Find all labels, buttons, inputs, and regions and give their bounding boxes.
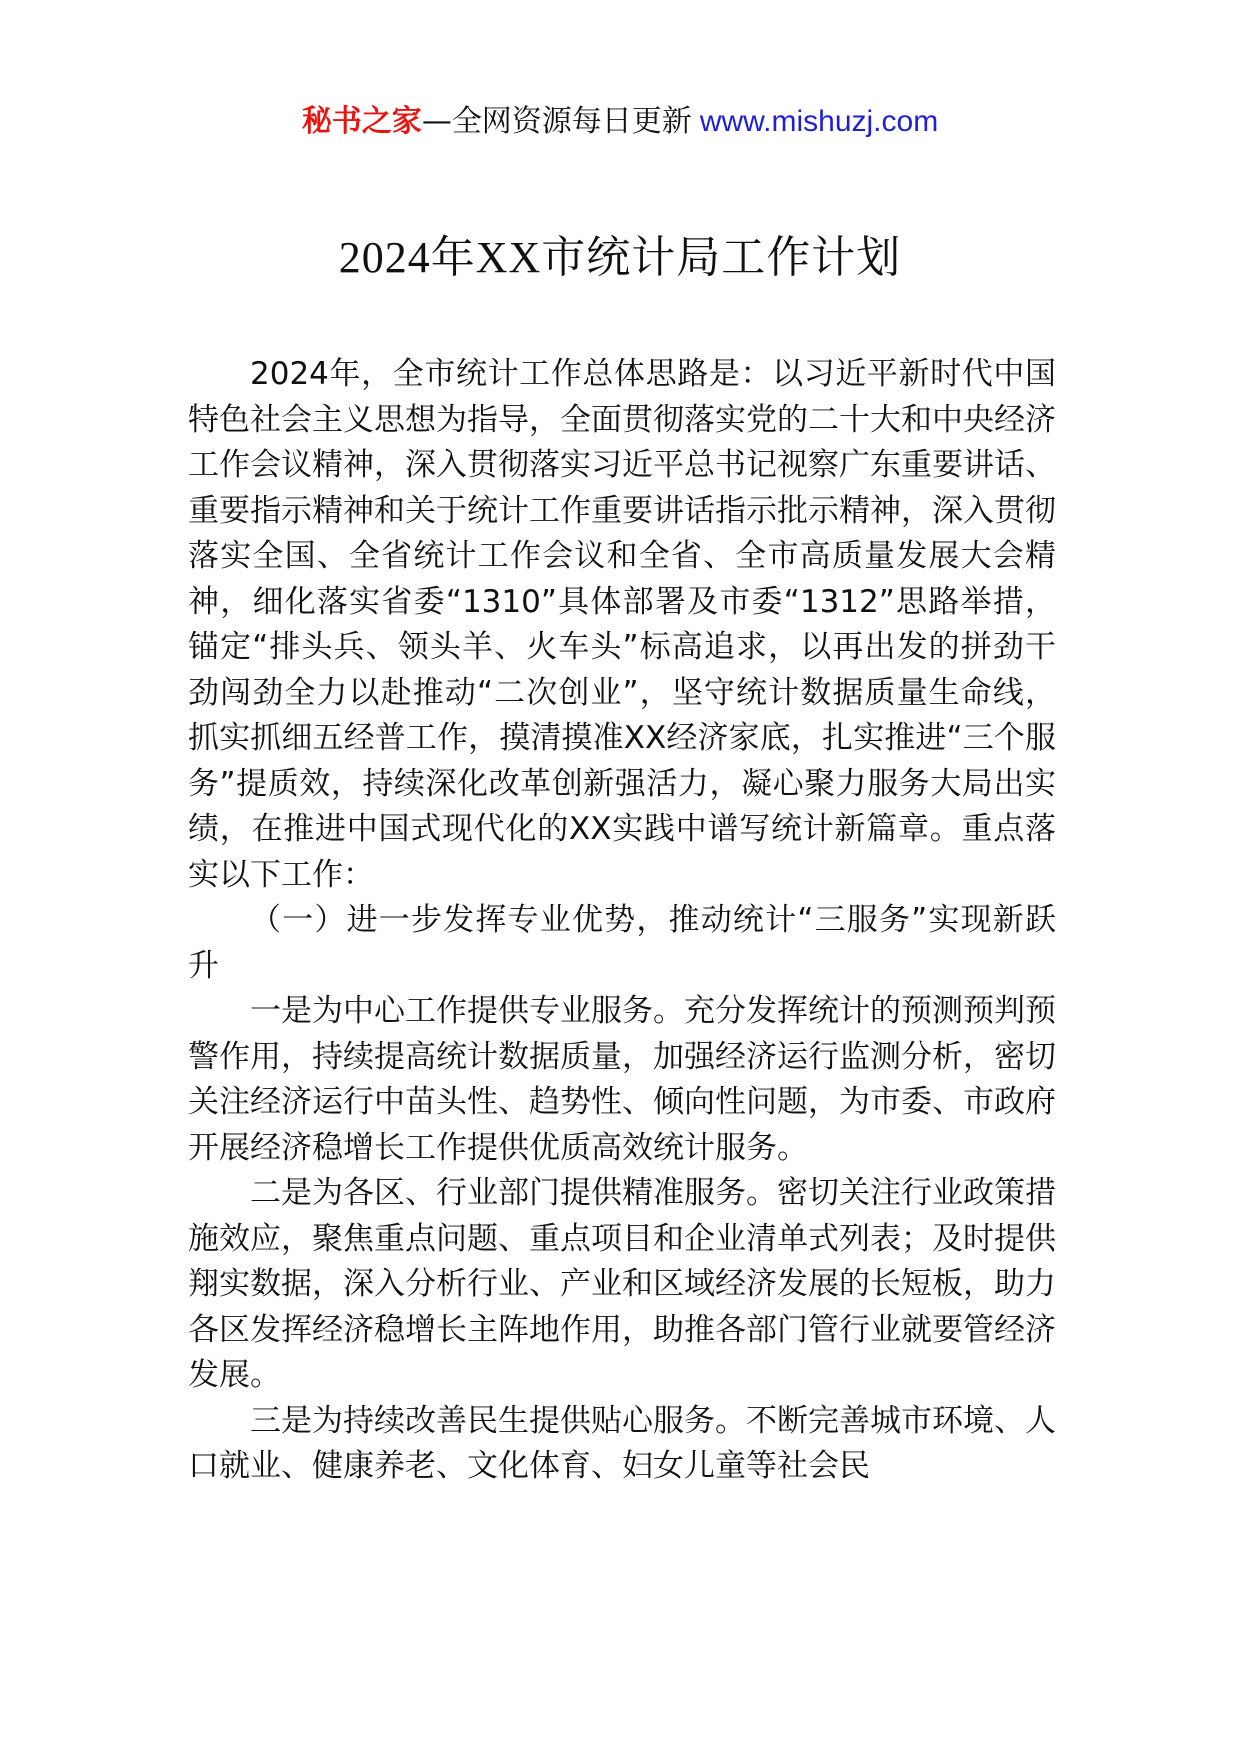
- paragraph-item-3: 三是为持续改善民生提供贴心服务。不断完善城市环境、人口就业、健康养老、文化体育、妇女儿童等社会民: [188, 1402, 1056, 1484]
- site-url-link[interactable]: www.mishuzj.com: [699, 105, 939, 138]
- site-slogan: —全网资源每日更新: [421, 104, 692, 139]
- paragraph-intro: 2024年，全市统计工作总体思路是：以习近平新时代中国特色社会主义思想为指导，全面贯彻落实党的二十大和中央经济工作会议精神，深入贯彻落实习近平总书记视察广东重要讲话、重要指示精神和关于统计工作重要讲话指示批示精神，深入贯彻落实全国、全省统计工作会议和全省、全市高质量发展大会精神，细化落实省委“1310”具体部署及市委“1312”思路举措，锚定“排头兵、领头羊、火车头”标高追求，以再出发的拼劲干劲闯劲全力以赴推动“二次创业”，坚守统计数据质量生命线，抓实抓细五经普工作，摸清摸准XX经济家底，扎实推进“三个服务”提质效，持续深化改革创新强活力，凝心聚力服务大局出实绩，在推进中国式现代化的XX实践中谱写统计新篇章。重点落实以下工作：: [188, 356, 1056, 893]
- document-body: [188, 352, 1056, 1490]
- paragraph-item-2: 二是为各区、行业部门提供精准服务。密切关注行业政策措施效应，聚焦重点问题、重点项目和企业清单式列表；及时提供翔实数据，深入分析行业、产业和区域经济发展的长短板，助力各区发挥经济稳增长主阵地作用，助推各部门管行业就要管经济发展。: [188, 1175, 1056, 1393]
- section-heading-1: （一）进一步发挥专业优势，推动统计“三服务”实现新跃升: [188, 902, 1056, 984]
- paragraph-item-1: 一是为中心工作提供专业服务。充分发挥统计的预测预判预警作用，持续提高统计数据质量，加强经济运行监测分析，密切关注经济运行中苗头性、趋势性、倾向性问题，为市委、市政府开展经济稳增长工作提供优质高效统计服务。: [188, 993, 1056, 1166]
- site-name: 秘书之家: [301, 104, 422, 139]
- site-header: [0, 100, 1240, 144]
- document-title: 2024年XX市统计局工作计划: [338, 233, 902, 282]
